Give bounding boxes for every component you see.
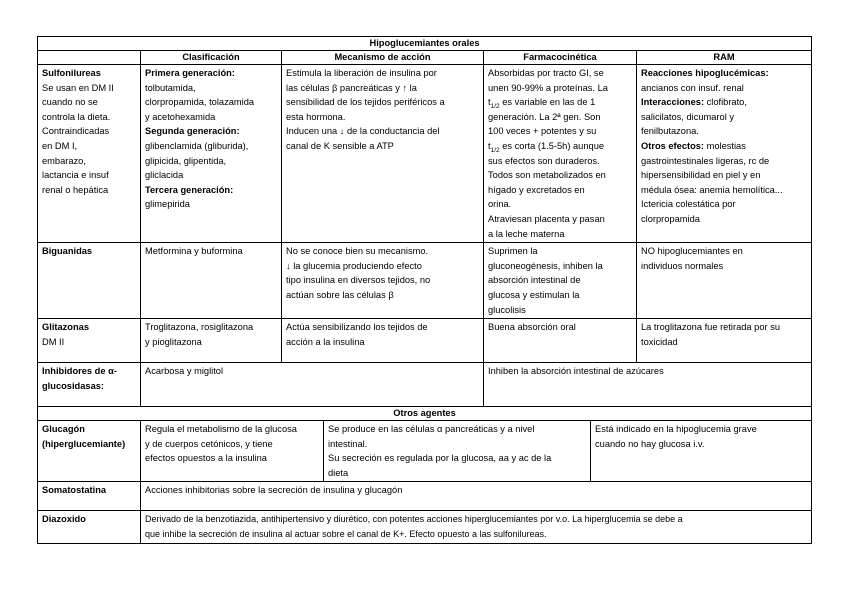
ram-inter-text: clofibrato,	[704, 97, 747, 108]
ram-hipo-text: ancianos con insuf. renal	[641, 82, 744, 93]
gen1-drug: tolbutamida,	[145, 82, 196, 93]
gen3-drug: glimepirida	[145, 199, 190, 210]
glucagon-name: Glucagón	[42, 424, 85, 435]
diazoxido-name: Diazoxido	[38, 511, 141, 543]
diazoxido-text	[141, 511, 812, 543]
inhibidores-label	[38, 363, 141, 407]
glucagon-line: dieta	[328, 467, 349, 478]
other-agents-table	[37, 406, 812, 544]
table-row	[38, 65, 812, 243]
sulfonilureas-note: en DM I,	[42, 140, 78, 151]
glitazonas-farmacocinetica: Buena absorción oral	[484, 319, 637, 363]
clasificacion-line: y pioglitazona	[145, 336, 202, 347]
glitazonas-subtitle: DM II	[42, 336, 65, 347]
glitazonas-label	[38, 319, 141, 363]
mecanismo-line: acción a la insulina	[286, 336, 365, 347]
half-life-subscript: 1/2	[490, 103, 500, 111]
ram-line: fenilbutazona.	[641, 126, 699, 137]
mecanismo-line: canal de K sensible a ATP	[286, 140, 394, 151]
gen1-drug: clorpropamida, tolazamida	[145, 97, 255, 108]
ram-line: toxicidad	[641, 336, 678, 347]
farmaco-line: generación. La 2ª gen. Son	[488, 111, 601, 122]
sulfonilureas-note: embarazo,	[42, 155, 86, 166]
drug-table-sheet	[37, 36, 811, 544]
biguanidas-mecanismo	[282, 243, 484, 319]
farmaco-line: Suprimen la	[488, 246, 538, 257]
sulfonilureas-clasificacion	[141, 65, 282, 243]
sulfonilureas-note: lactancia e insuf	[42, 170, 109, 181]
farmaco-line: absorción intestinal de	[488, 275, 581, 286]
biguanidas-ram	[637, 243, 812, 319]
farmaco-line: orina.	[488, 199, 512, 210]
header-clasificacion: Clasificación	[141, 51, 282, 65]
header-farmacocinetica: Farmacocinética	[484, 51, 637, 65]
mecanismo-line: Inducen una ↓ de la conductancia del	[286, 126, 440, 137]
ram-otros-text: molestias	[704, 140, 746, 151]
ram-otros-title: Otros efectos:	[641, 140, 705, 151]
farmaco-line: Atraviesan placenta y pasan	[488, 213, 605, 224]
farmaco-line: sus efectos son duraderos.	[488, 155, 600, 166]
mecanismo-line: Estimula la liberación de insulina por	[286, 68, 437, 78]
farmaco-line: es corta (1.5-5h) aunque	[499, 140, 605, 151]
glucagon-line: Regula el metabolismo de la glucosa	[145, 424, 297, 435]
biguanidas-clasificacion: Metformina y buformina	[141, 243, 282, 319]
glucagon-name: (hiperglucemiante)	[42, 438, 126, 449]
farmaco-line: Absorbidas por tracto GI, se	[488, 68, 604, 78]
farmaco-line: glucolisis	[488, 304, 526, 315]
ram-line: individuos normales	[641, 260, 724, 271]
oral-hypoglycemics-table	[37, 36, 812, 407]
sulfonilureas-farmacocinetica	[484, 65, 637, 243]
glucagon-line: intestinal.	[328, 438, 368, 449]
inhibidores-farmacocinetica: Inhiben la absorción intestinal de azúcares	[484, 363, 812, 407]
half-life-symbol: t	[488, 97, 491, 108]
glucagon-line: efectos opuestos a la insulina	[145, 453, 267, 464]
half-life-symbol: t	[488, 140, 491, 151]
table-row	[38, 482, 812, 511]
ram-line: Ictericia colestática por	[641, 199, 736, 210]
gen3-title: Tercera generación:	[145, 184, 234, 195]
gen1-drug: y acetohexamida	[145, 111, 216, 122]
glucagon-line: cuando no hay glucosa i.v.	[595, 438, 705, 449]
mecanismo-line: Actúa sensibilizando los tejidos de	[286, 322, 428, 333]
mecanismo-line: actúan sobre las células β	[286, 289, 394, 300]
gen1-title: Primera generación:	[145, 68, 235, 78]
ram-hipo-title: Reacciones hipoglucémicas:	[641, 68, 769, 78]
glitazonas-ram	[637, 319, 812, 363]
header-empty	[38, 51, 141, 65]
ram-line: salicilatos, dicumarol y	[641, 111, 735, 122]
glitazonas-name: Glitazonas	[42, 322, 90, 333]
table-row	[38, 511, 812, 543]
mecanismo-line: No se conoce bien su mecanismo.	[286, 246, 429, 257]
sulfonilureas-mecanismo	[282, 65, 484, 243]
somatostatina-text: Acciones inhibitorias sobre la secreción de insulina y glucagón	[141, 482, 812, 511]
glitazonas-mecanismo	[282, 319, 484, 363]
gen2-title: Segunda generación:	[145, 126, 240, 137]
mecanismo-line: tipo insulina en diversos tejidos, no	[286, 275, 431, 286]
diazoxido-line: Derivado de la benzotiazida, antihipertensivo y diurético, con potentes acciones hiperglucemiantes por v.o. La hiperglucemia se debe a	[145, 514, 683, 525]
farmaco-line: unen 90-99% a proteínas. La	[488, 82, 608, 93]
glucagon-label	[38, 421, 141, 482]
clasificacion-line: Troglitazona, rosiglitazona	[145, 322, 254, 333]
inhibidores-clasificacion: Acarbosa y miglitol	[141, 363, 484, 407]
sulfonilureas-note: controla la dieta.	[42, 111, 111, 122]
ram-line: hipersensibilidad en piel y en	[641, 170, 761, 181]
mecanismo-line: esta hormona.	[286, 111, 346, 122]
inhibidores-name: Inhibidores de α-	[42, 366, 117, 377]
somatostatina-name: Somatostatina	[38, 482, 141, 511]
glitazonas-clasificacion	[141, 319, 282, 363]
header-ram: RAM	[637, 51, 812, 65]
table-row	[38, 243, 812, 319]
glucagon-uso	[591, 421, 812, 482]
farmaco-line: 100 veces + potentes y su	[488, 126, 597, 137]
diazoxido-line: que inhibe la secreción de insulina al actuar sobre el canal de K+. Efecto opuesto a las sulfonilureas.	[145, 529, 547, 540]
sulfonilureas-ram	[637, 65, 812, 243]
sulfonilureas-note: renal o hepática	[42, 184, 109, 195]
half-life-subscript: 1/2	[490, 146, 500, 154]
table-title: Hipoglucemiantes orales	[38, 37, 812, 51]
gen2-drug: glibenclamida (gliburida),	[145, 140, 249, 151]
table-row	[38, 319, 812, 363]
inhibidores-name: glucosidasas:	[42, 380, 105, 391]
header-mecanismo: Mecanismo de acción	[282, 51, 484, 65]
row-sulfonilureas-label	[38, 65, 141, 243]
farmaco-line: Todos son metabolizados en	[488, 170, 606, 181]
ram-inter-title: Interacciones:	[641, 97, 705, 108]
glucagon-line: Su secreción es regulada por la glucosa, aa y ac de la	[328, 453, 552, 464]
mecanismo-line: sensibilidad de los tejidos periféricos a	[286, 97, 445, 108]
glucagon-efecto	[141, 421, 324, 482]
biguanidas-farmacocinetica	[484, 243, 637, 319]
mecanismo-line: ↓ la glucemia produciendo efecto	[286, 260, 422, 271]
sulfonilureas-note: cuando no se	[42, 97, 98, 108]
farmaco-line: a la leche materna	[488, 228, 565, 239]
table-row	[38, 363, 812, 407]
ram-line: gastrointestinales ligeras, rc de	[641, 155, 770, 166]
biguanidas-name: Biguanidas	[38, 243, 141, 319]
farmaco-line: glucosa y estimulan la	[488, 289, 580, 300]
ram-line: clorpropamida	[641, 213, 700, 224]
gen2-drug: glipicida, glipentida,	[145, 155, 227, 166]
mecanismo-line: las células β pancreáticas y ↑ la	[286, 82, 417, 93]
glucagon-origen	[324, 421, 591, 482]
sulfonilureas-name: Sulfonilureas	[42, 68, 101, 78]
glucagon-line: Está indicado en la hipoglucemia grave	[595, 424, 757, 435]
farmaco-line: gluconeogénesis, inhiben la	[488, 260, 603, 271]
other-agents-title: Otros agentes	[38, 407, 812, 421]
ram-line: NO hipoglucemiantes en	[641, 246, 743, 257]
ram-line: La troglitazona fue retirada por su	[641, 322, 781, 333]
sulfonilureas-note: Se usan en DM II	[42, 82, 114, 93]
gen2-drug: gliclacida	[145, 170, 184, 181]
ram-line: médula ósea: anemia hemolítica...	[641, 184, 783, 195]
farmaco-line: hígado y excretados en	[488, 184, 585, 195]
farmaco-line: es variable en las de 1	[499, 97, 596, 108]
glucagon-line: y de cuerpos cetónicos, y tiene	[145, 438, 273, 449]
table-row	[38, 421, 812, 482]
sulfonilureas-note: Contraindicadas	[42, 126, 110, 137]
glucagon-line: Se produce en las células α pancreáticas y a nivel	[328, 424, 535, 435]
